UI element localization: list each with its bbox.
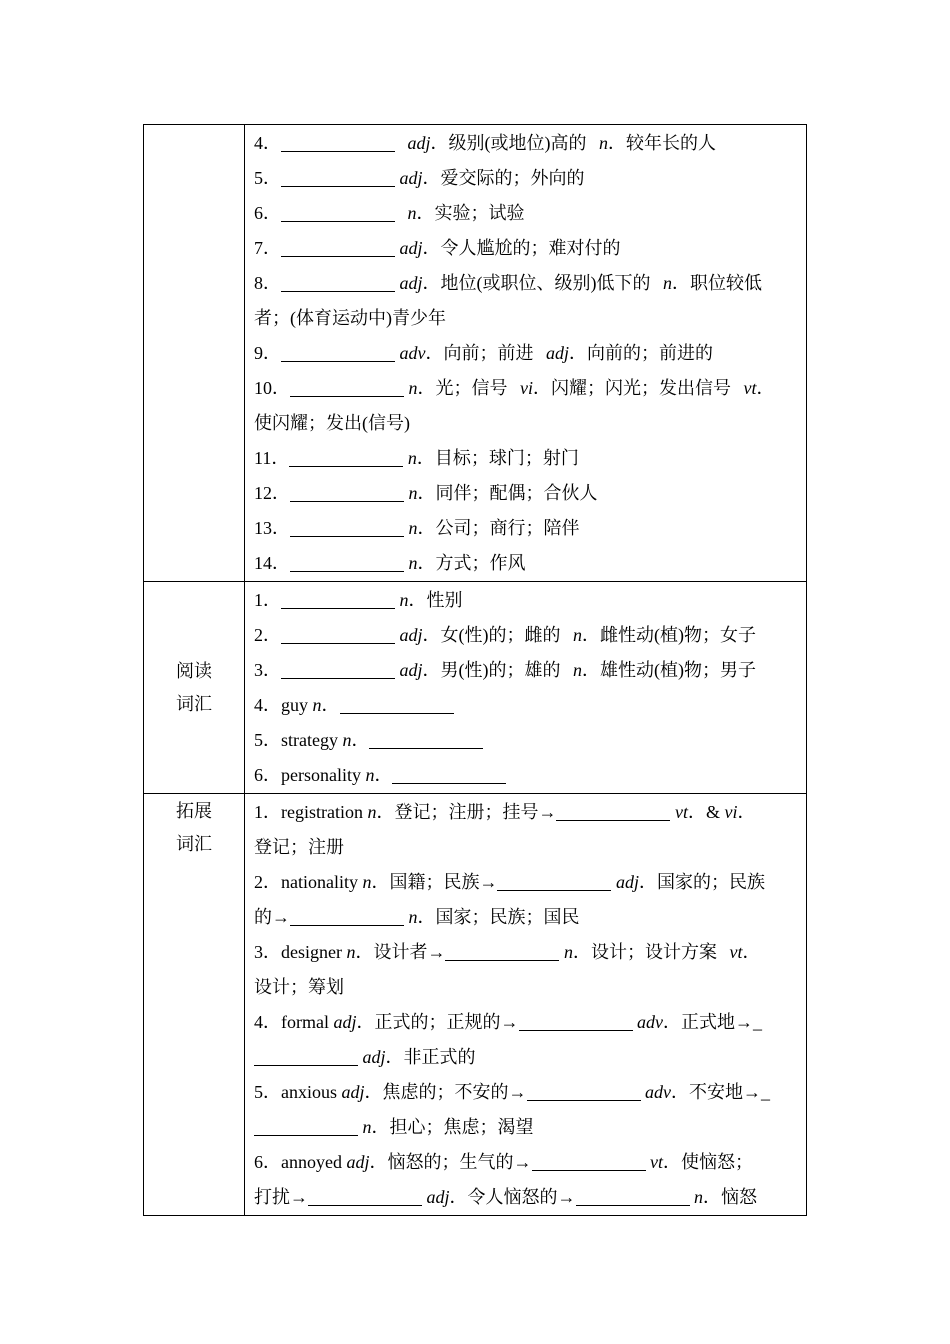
answer-blank[interactable]	[281, 658, 395, 679]
answer-blank[interactable]	[290, 516, 404, 537]
list-item: 11． n．目标；球门；射门	[254, 448, 579, 468]
answer-blank[interactable]	[290, 905, 404, 926]
answer-blank[interactable]	[281, 201, 395, 222]
answer-blank[interactable]	[290, 481, 404, 502]
table-row-section3	[144, 794, 807, 1216]
items-cell-section3	[245, 794, 807, 1216]
list-item: 4．formal adj．正式的；正规的→ adv．正式地→_	[254, 1012, 762, 1032]
answer-blank[interactable]	[281, 341, 395, 362]
table-row-section2	[144, 582, 807, 794]
answer-blank[interactable]	[497, 870, 611, 891]
category-cell-extended	[144, 794, 245, 1216]
list-item: 14． n．方式；作风	[254, 553, 526, 573]
list-item: 6．personality n．	[254, 758, 798, 793]
list-item: 10． n．光；信号 vi．闪耀；闪光；发出信号 vt．	[254, 378, 775, 398]
category-cell-reading	[144, 582, 245, 794]
list-item: 6． n．实验；试验	[254, 203, 525, 223]
list-item: 5．anxious adj．焦虑的；不安的→ adv．不安地→_	[254, 1082, 771, 1102]
list-item-continuation: 使闪耀；发出(信号)	[254, 413, 410, 433]
category-label: 词汇	[176, 834, 212, 854]
answer-blank[interactable]	[576, 1185, 690, 1206]
list-item-continuation: 者；(体育运动中)青少年	[254, 308, 446, 328]
answer-blank[interactable]	[556, 800, 670, 821]
table-row-section1	[144, 125, 807, 582]
list-item: 13． n．公司；商行；陪伴	[254, 518, 580, 538]
answer-blank[interactable]	[308, 1185, 422, 1206]
list-item: 2． adj．女(性)的；雌的 n．雌性动(植)物；女子	[254, 625, 757, 645]
answer-blank[interactable]	[281, 166, 395, 187]
answer-blank[interactable]	[532, 1150, 646, 1171]
answer-blank[interactable]	[369, 728, 483, 749]
list-item: 12． n．同伴；配偶；合伙人	[254, 483, 598, 503]
list-item-continuation: 登记；注册	[254, 837, 344, 857]
list-item: 2．nationality n．国籍；民族→ adj．国家的；民族	[254, 872, 765, 892]
answer-blank[interactable]	[281, 236, 395, 257]
list-item: 4． adj．级别(或地位)高的 n．较年长的人	[254, 133, 717, 153]
answer-blank[interactable]	[290, 551, 404, 572]
answer-blank[interactable]	[392, 763, 506, 784]
list-item: 3．designer n．设计者→ n．设计；设计方案 vt．	[254, 942, 761, 962]
list-item: 6．annoyed adj．恼怒的；生气的→ vt．使恼怒；	[254, 1152, 753, 1172]
category-label: 拓展	[176, 801, 212, 821]
answer-blank[interactable]	[281, 271, 395, 292]
answer-blank[interactable]	[445, 940, 559, 961]
list-item: 8． adj．地位(或职位、级别)低下的 n．职位较低	[254, 273, 763, 293]
list-item: 4．guy n．	[254, 688, 798, 723]
category-label: 阅读	[176, 660, 212, 681]
category-cell-empty	[144, 125, 245, 582]
answer-blank[interactable]	[281, 131, 395, 152]
list-item: 5．strategy n．	[254, 723, 798, 758]
list-item: 5． adj．爱交际的；外向的	[254, 168, 585, 188]
list-item: 3． adj．男(性)的；雄的 n．雄性动(植)物；男子	[254, 660, 757, 680]
answer-blank[interactable]	[519, 1010, 633, 1031]
answer-blank[interactable]	[527, 1080, 641, 1101]
list-item-continuation: 的→ n．国家；民族；国民	[254, 907, 580, 927]
vocabulary-table	[143, 124, 807, 1216]
list-item: 1． n．性别	[254, 590, 463, 610]
list-item: 9． adv．向前；前进 adj．向前的；前进的	[254, 343, 714, 363]
list-item-continuation: adj．非正式的	[254, 1040, 798, 1075]
answer-blank[interactable]	[254, 1045, 358, 1066]
list-item: 7． adj．令人尴尬的；难对付的	[254, 238, 621, 258]
list-item-continuation: n．担心；焦虑；渴望	[254, 1110, 798, 1145]
list-item-continuation: 设计；筹划	[254, 977, 344, 997]
answer-blank[interactable]	[254, 1115, 358, 1136]
answer-blank[interactable]	[281, 623, 395, 644]
category-label: 词汇	[176, 693, 212, 714]
answer-blank[interactable]	[340, 693, 454, 714]
list-item: 1．registration n．登记；注册；挂号→ vt．& vi．	[254, 802, 756, 822]
list-item-continuation: 打扰→ adj．令人恼怒的→ n．恼怒	[254, 1187, 758, 1207]
answer-blank[interactable]	[281, 588, 395, 609]
items-cell-section2	[245, 582, 807, 794]
answer-blank[interactable]	[289, 446, 403, 467]
items-cell-section1	[245, 125, 807, 582]
answer-blank[interactable]	[290, 376, 404, 397]
